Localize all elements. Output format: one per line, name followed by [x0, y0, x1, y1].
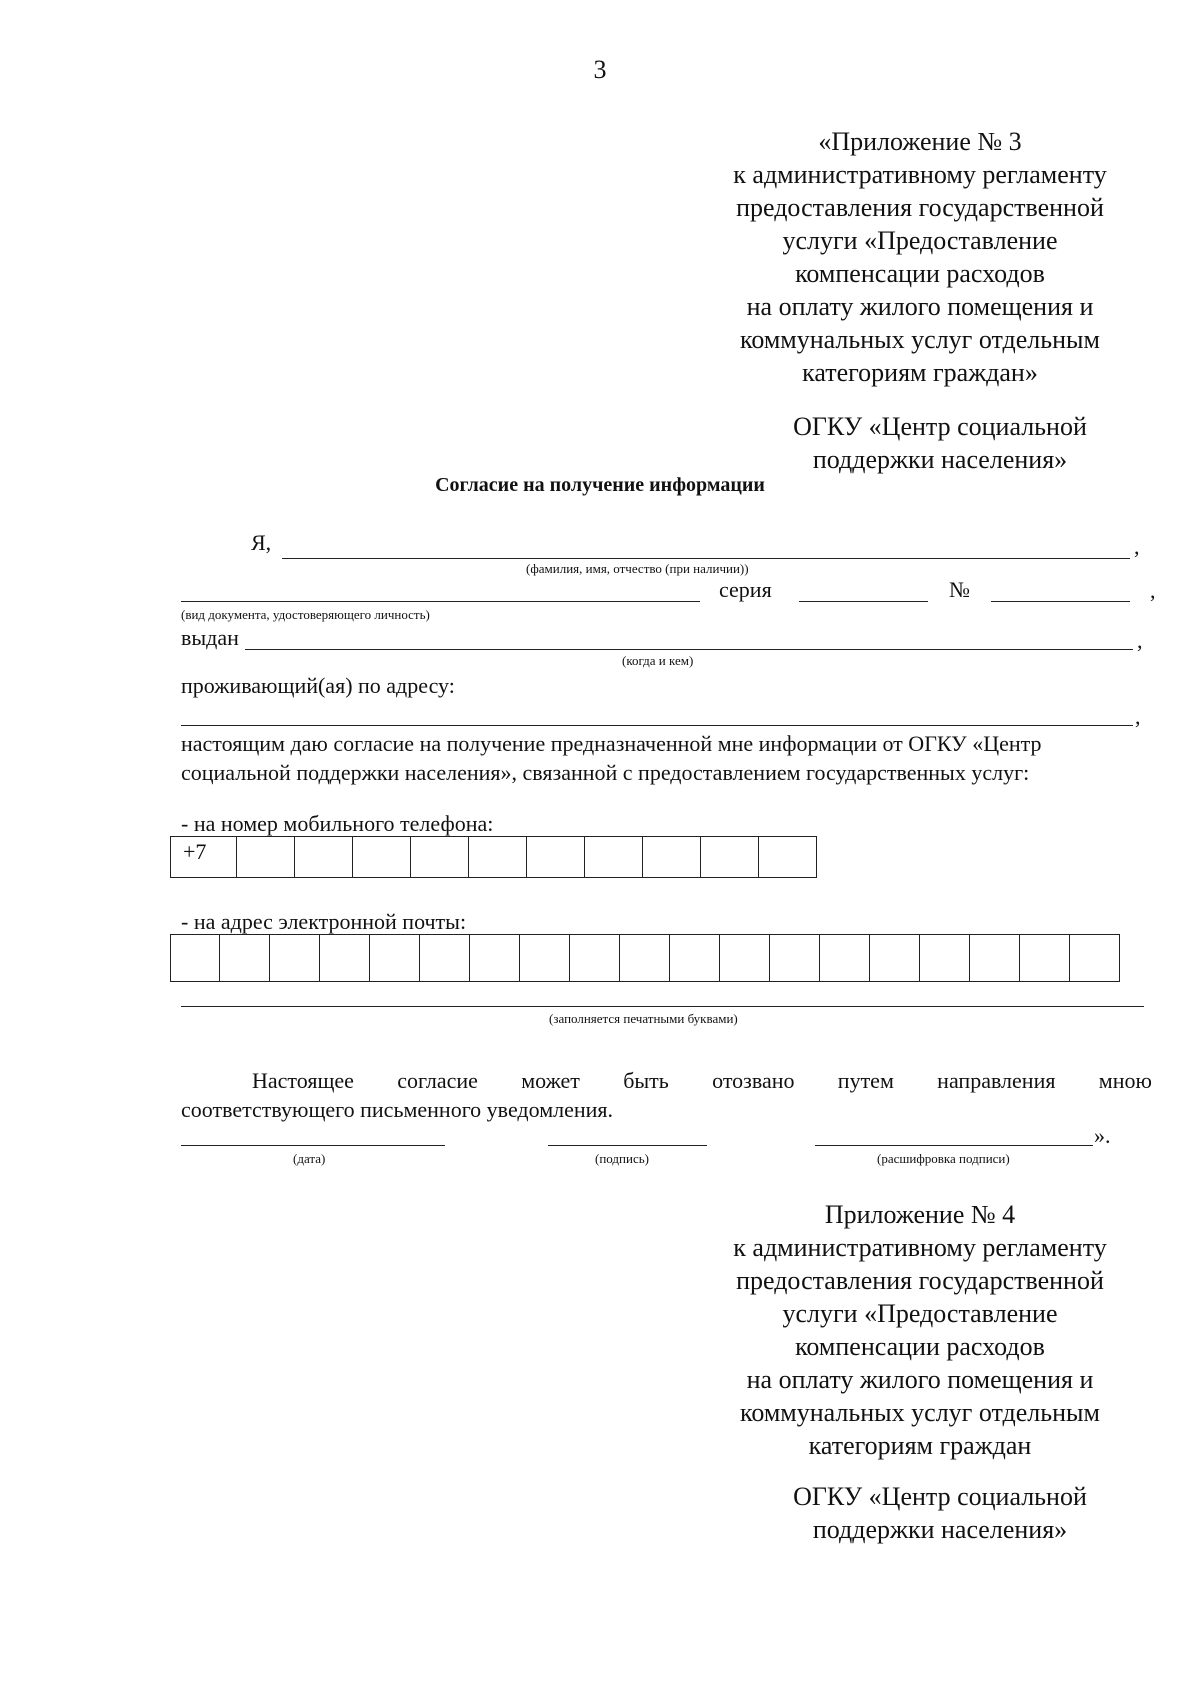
appendix-4-line: услуги «Предоставление — [782, 1299, 1058, 1328]
org-line: ОГКУ «Центр социальной — [793, 1482, 1087, 1511]
nomer-label: № — [949, 577, 970, 602]
signature-hint: (подпись) — [595, 1151, 649, 1166]
appendix-3-line: компенсации расходов — [795, 259, 1045, 288]
address-field[interactable] — [181, 725, 1133, 726]
revoke-word: согласие — [397, 1068, 478, 1093]
email-char-cell[interactable] — [770, 935, 820, 982]
address-label: проживающий(ая) по адресу: — [181, 673, 455, 698]
nomer-field[interactable] — [991, 601, 1130, 602]
comma: , — [1137, 628, 1143, 653]
document-type-field[interactable] — [181, 601, 700, 602]
signature-decode-field[interactable] — [815, 1145, 1093, 1146]
form-title: Согласие на получение информации — [435, 474, 765, 496]
email-label: - на адрес электронной почты: — [181, 909, 467, 934]
email-char-cell[interactable] — [171, 935, 220, 982]
phone-digit-cell[interactable] — [585, 837, 643, 878]
appendix-3-line: «Приложение № 3 — [818, 127, 1022, 156]
phone-digit-cell[interactable] — [759, 837, 817, 878]
revoke-word: направления — [937, 1068, 1056, 1093]
seriya-field[interactable] — [799, 601, 928, 602]
org-line: ОГКУ «Центр социальной — [793, 412, 1087, 441]
appendix-4-line: на оплату жилого помещения и — [746, 1365, 1094, 1394]
phone-digit-cell[interactable] — [469, 837, 527, 878]
email-extra-line[interactable] — [181, 1006, 1144, 1007]
email-char-cell[interactable] — [1070, 935, 1120, 982]
email-char-cell[interactable] — [970, 935, 1020, 982]
revoke-word: отозвано — [712, 1068, 795, 1093]
phone-digit-cell[interactable] — [527, 837, 585, 878]
revoke-word: путем — [837, 1068, 894, 1093]
signature-decode-hint: (расшифровка подписи) — [877, 1151, 1010, 1166]
vydan-field[interactable] — [245, 649, 1133, 650]
comma: , — [1135, 704, 1141, 729]
appendix-4-line: компенсации расходов — [795, 1332, 1045, 1361]
email-char-cell[interactable] — [920, 935, 970, 982]
revoke-word: быть — [623, 1068, 669, 1093]
appendix-3-line: коммунальных услуг отдельным — [740, 325, 1100, 354]
vydan-label: выдан — [181, 625, 239, 650]
org-line: поддержки населения» — [812, 445, 1068, 474]
phone-prefix-cell: +7 — [171, 837, 237, 878]
appendix-4-line: категориям граждан — [808, 1431, 1032, 1460]
comma: , — [1134, 534, 1140, 559]
email-char-cell[interactable] — [870, 935, 920, 982]
email-char-cell[interactable] — [320, 935, 370, 982]
closing-quote: ». — [1094, 1123, 1111, 1148]
page-number: 3 — [593, 55, 607, 84]
phone-digit-cell[interactable] — [237, 837, 295, 878]
appendix-4-line: к административному регламенту — [733, 1233, 1107, 1262]
appendix-4-line: Приложение № 4 — [824, 1200, 1016, 1229]
phone-digit-cell[interactable] — [701, 837, 759, 878]
phone-digit-cell[interactable] — [353, 837, 411, 878]
email-char-cell[interactable] — [370, 935, 420, 982]
seriya-label: серия — [719, 577, 772, 602]
appendix-3-line: предоставления государственной — [736, 193, 1104, 222]
email-cells[interactable] — [170, 934, 1120, 982]
date-hint: (дата) — [293, 1151, 326, 1166]
email-char-cell[interactable] — [820, 935, 870, 982]
appendix-4-line: предоставления государственной — [736, 1266, 1104, 1295]
appendix-4-header — [700, 1198, 1140, 1462]
email-char-cell[interactable] — [620, 935, 670, 982]
email-char-cell[interactable] — [720, 935, 770, 982]
vydan-hint: (когда и кем) — [622, 653, 694, 668]
consent-line-1: настоящим даю согласие на получение предназначенной мне информации от ОГКУ «Центр — [181, 731, 1042, 756]
email-hint: (заполняется печатными буквами) — [549, 1011, 738, 1026]
email-char-cell[interactable] — [520, 935, 570, 982]
phone-label: - на номер мобильного телефона: — [181, 811, 494, 836]
revoke-word: мною — [1098, 1068, 1152, 1093]
fio-hint: (фамилия, имя, отчество (при наличии)) — [526, 561, 749, 576]
email-char-cell[interactable] — [470, 935, 520, 982]
appendix-4-org — [740, 1480, 1140, 1546]
phone-digit-cell[interactable] — [643, 837, 701, 878]
comma: , — [1150, 578, 1156, 603]
email-char-cell[interactable] — [220, 935, 270, 982]
revoke-word: Настоящее — [252, 1068, 354, 1093]
phone-digit-cell[interactable] — [295, 837, 353, 878]
email-char-cell[interactable] — [420, 935, 470, 982]
document-hint: (вид документа, удостоверяющего личность) — [181, 607, 430, 622]
consent-line-2: социальной поддержки населения», связанной с предоставлением государственных услуг: — [181, 760, 1030, 785]
signature-field[interactable] — [548, 1145, 707, 1146]
appendix-3-header — [700, 125, 1140, 389]
date-field[interactable] — [181, 1145, 445, 1146]
revoke-word: может — [521, 1068, 580, 1093]
appendix-3-line: к административному регламенту — [733, 160, 1107, 189]
email-char-cell[interactable] — [670, 935, 720, 982]
revoke-line-2: соответствующего письменного уведомления. — [181, 1097, 614, 1122]
ya-label: Я, — [251, 530, 272, 555]
appendix-3-line: на оплату жилого помещения и — [746, 292, 1094, 321]
appendix-3-line: категориям граждан» — [802, 358, 1038, 387]
appendix-4-line: коммунальных услуг отдельным — [740, 1398, 1100, 1427]
org-line: поддержки населения» — [812, 1515, 1068, 1544]
appendix-3-line: услуги «Предоставление — [782, 226, 1058, 255]
phone-digit-cell[interactable] — [411, 837, 469, 878]
email-char-cell[interactable] — [270, 935, 320, 982]
revoke-line-1 — [252, 1068, 1152, 1094]
appendix-3-org — [740, 410, 1140, 476]
email-char-cell[interactable] — [1020, 935, 1070, 982]
email-char-cell[interactable] — [570, 935, 620, 982]
phone-cells[interactable] — [170, 836, 817, 878]
fio-field[interactable] — [282, 558, 1130, 559]
